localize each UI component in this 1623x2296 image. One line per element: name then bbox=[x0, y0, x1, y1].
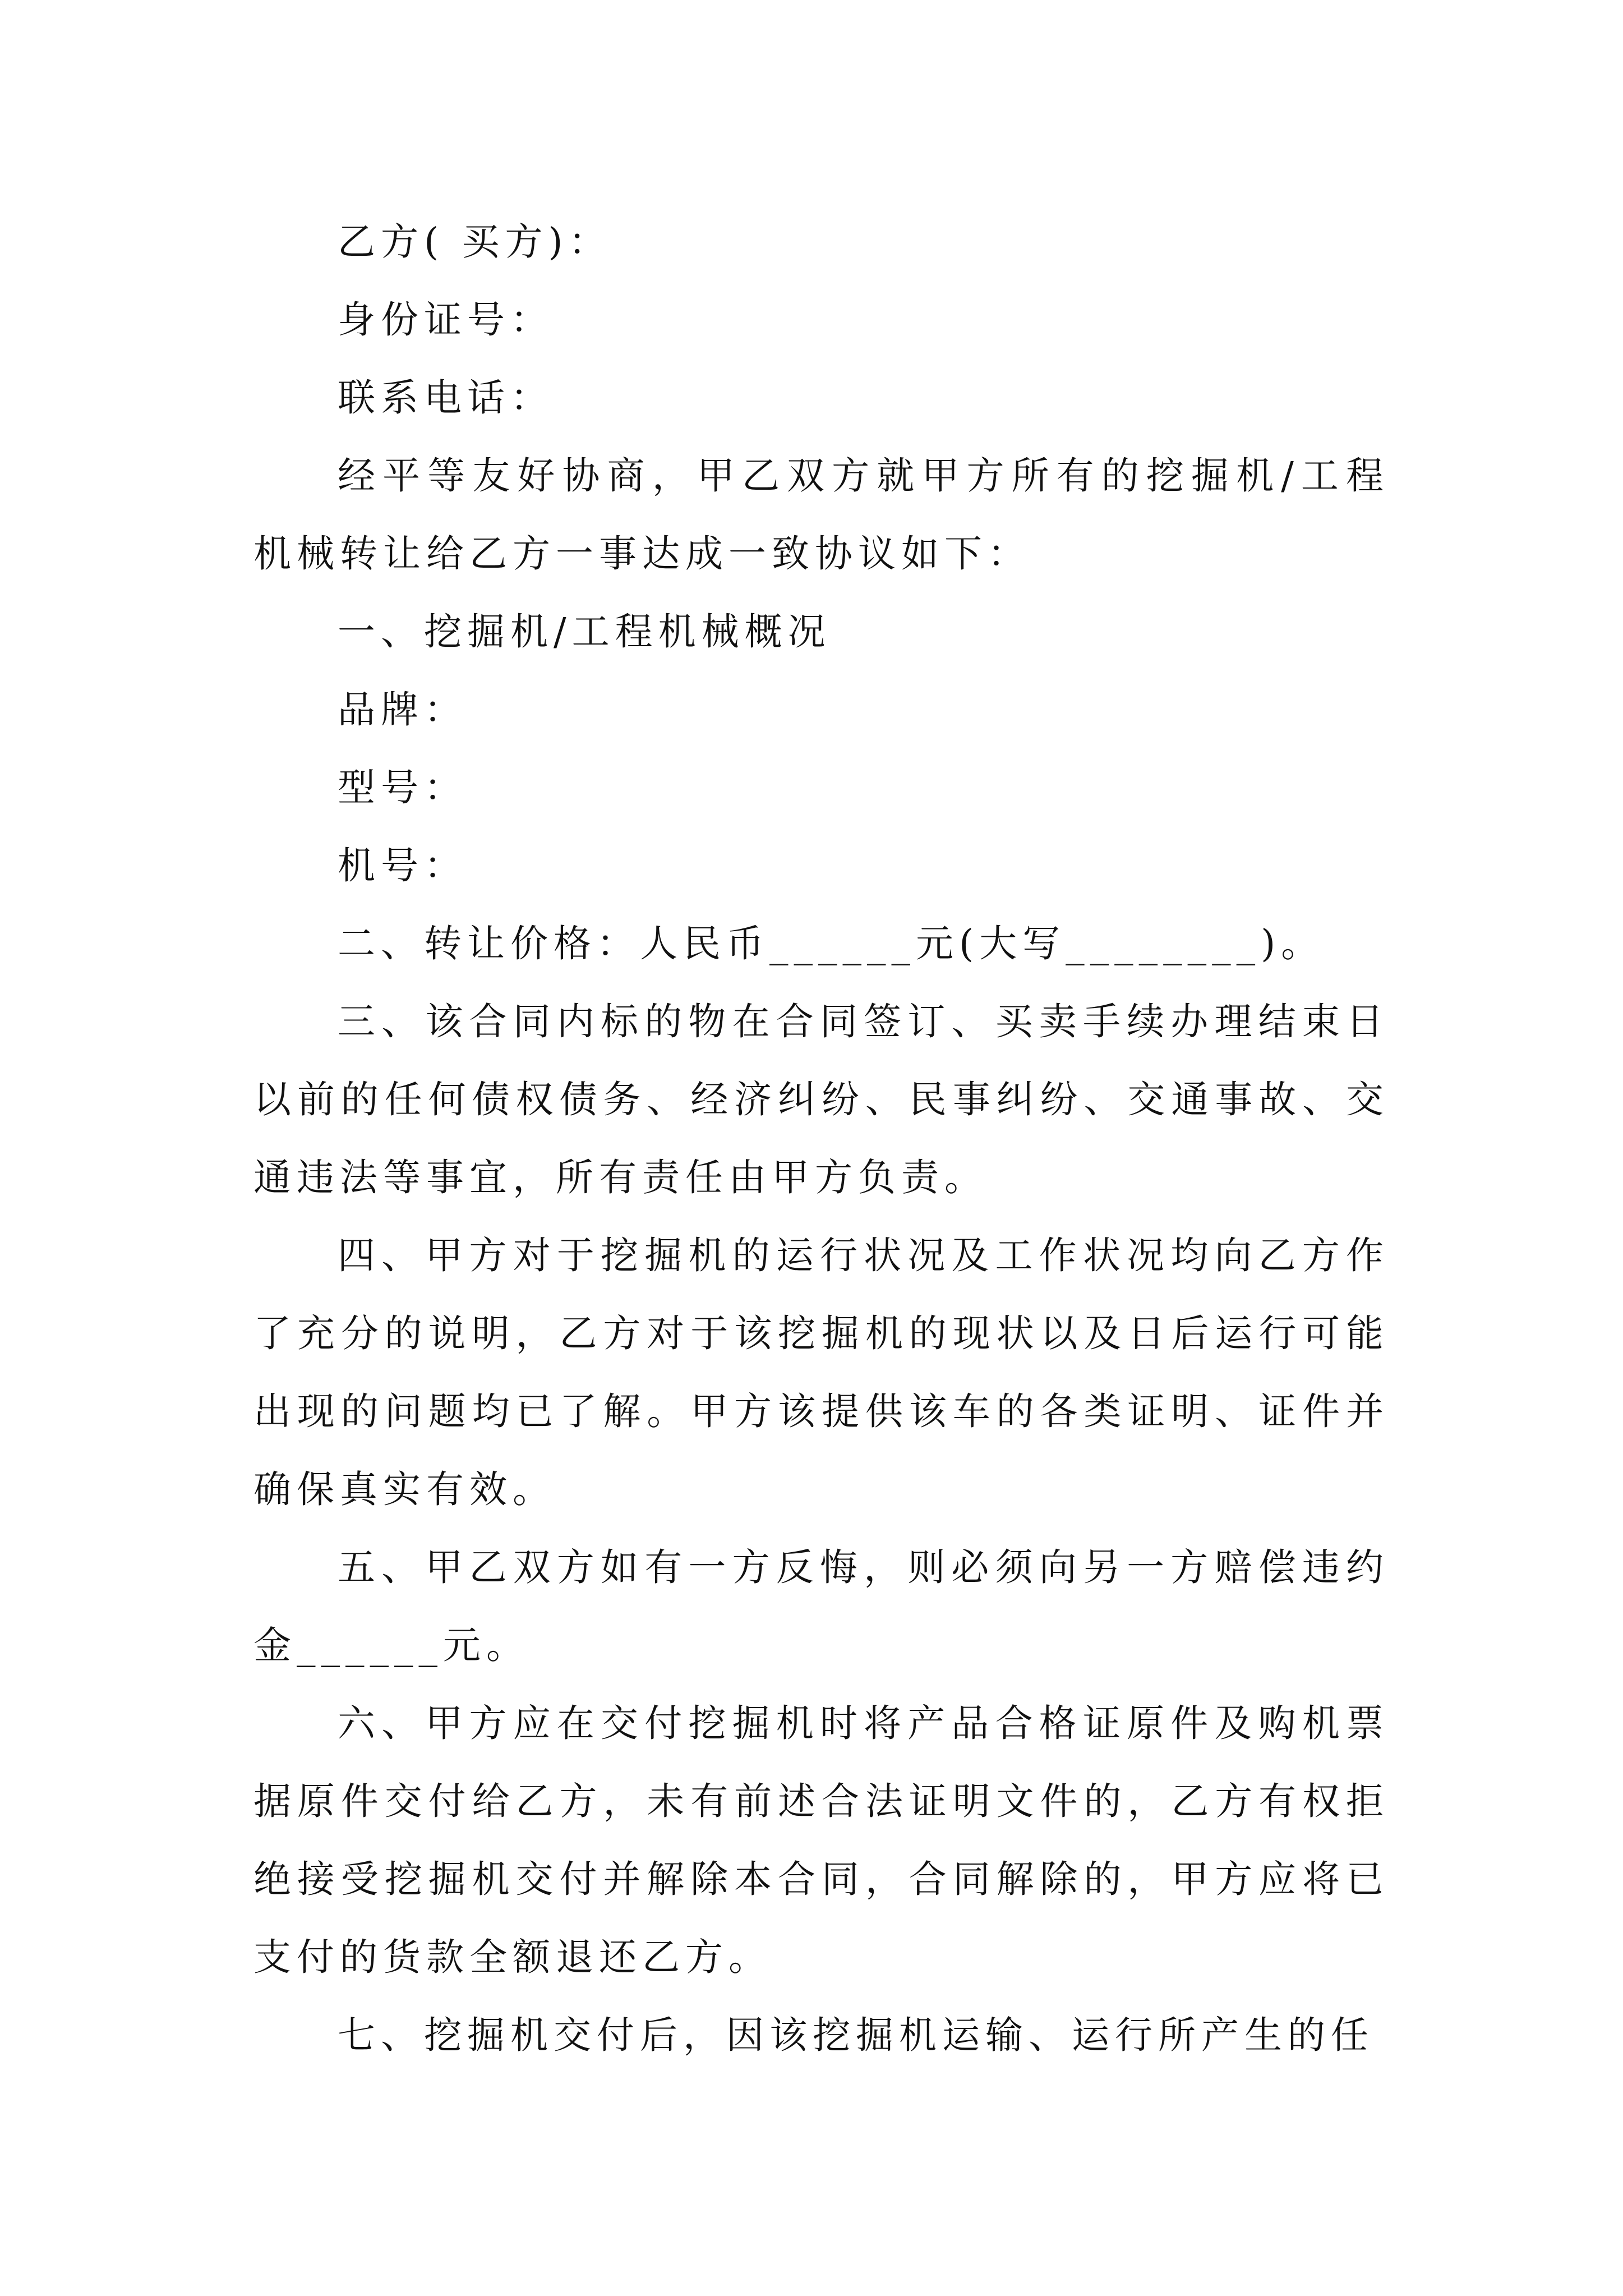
liability-paragraph: 三、该合同内标的物在合同签订、买卖手续办理结束日以前的任何债权债务、经济纠纷、民事纠纷、交通事故、交通违法等事宜，所有责任由甲方负责。 bbox=[253, 1000, 1389, 1199]
section-heading-equipment: 一、挖掘机/工程机械概况 bbox=[338, 610, 831, 654]
buyer-line: 乙方( 买方)： bbox=[338, 220, 612, 264]
id-number-line: 身份证号： bbox=[338, 298, 554, 342]
model-line: 型号： bbox=[338, 766, 467, 809]
agreement-intro-paragraph: 经平等友好协商，甲乙双方就甲方所有的挖掘机/工程机械转让给乙方一事达成一致协议如下： bbox=[253, 454, 1389, 576]
document-body bbox=[253, 203, 1389, 2074]
certificate-delivery-paragraph: 六、甲方应在交付挖掘机时将产品合格证原件及购机票据原件交付给乙方，未有前述合法证明文件的，乙方有权拒绝接受挖掘机交付并解除本合同，合同解除的，甲方应将已支付的货款全额退还乙方。 bbox=[253, 1701, 1389, 1979]
machine-number-line: 机号： bbox=[338, 844, 467, 887]
brand-line: 品牌： bbox=[338, 688, 467, 731]
transfer-price-paragraph: 二、转让价格：人民币______元(大写________)。 bbox=[338, 922, 1325, 965]
condition-disclosure-paragraph: 四、甲方对于挖掘机的运行状况及工作状况均向乙方作了充分的说明，乙方对于该挖掘机的现状以及日后运行可能出现的问题均已了解。甲方该提供该车的各类证明、证件并确保真实有效。 bbox=[253, 1234, 1389, 1511]
post-delivery-paragraph: 七、挖掘机交付后，因该挖掘机运输、运行所产生的任 bbox=[338, 2013, 1374, 2057]
breach-penalty-paragraph: 五、甲乙双方如有一方反悔，则必须向另一方赔偿违约金______元。 bbox=[253, 1545, 1389, 1667]
phone-line: 联系电话： bbox=[338, 376, 554, 420]
